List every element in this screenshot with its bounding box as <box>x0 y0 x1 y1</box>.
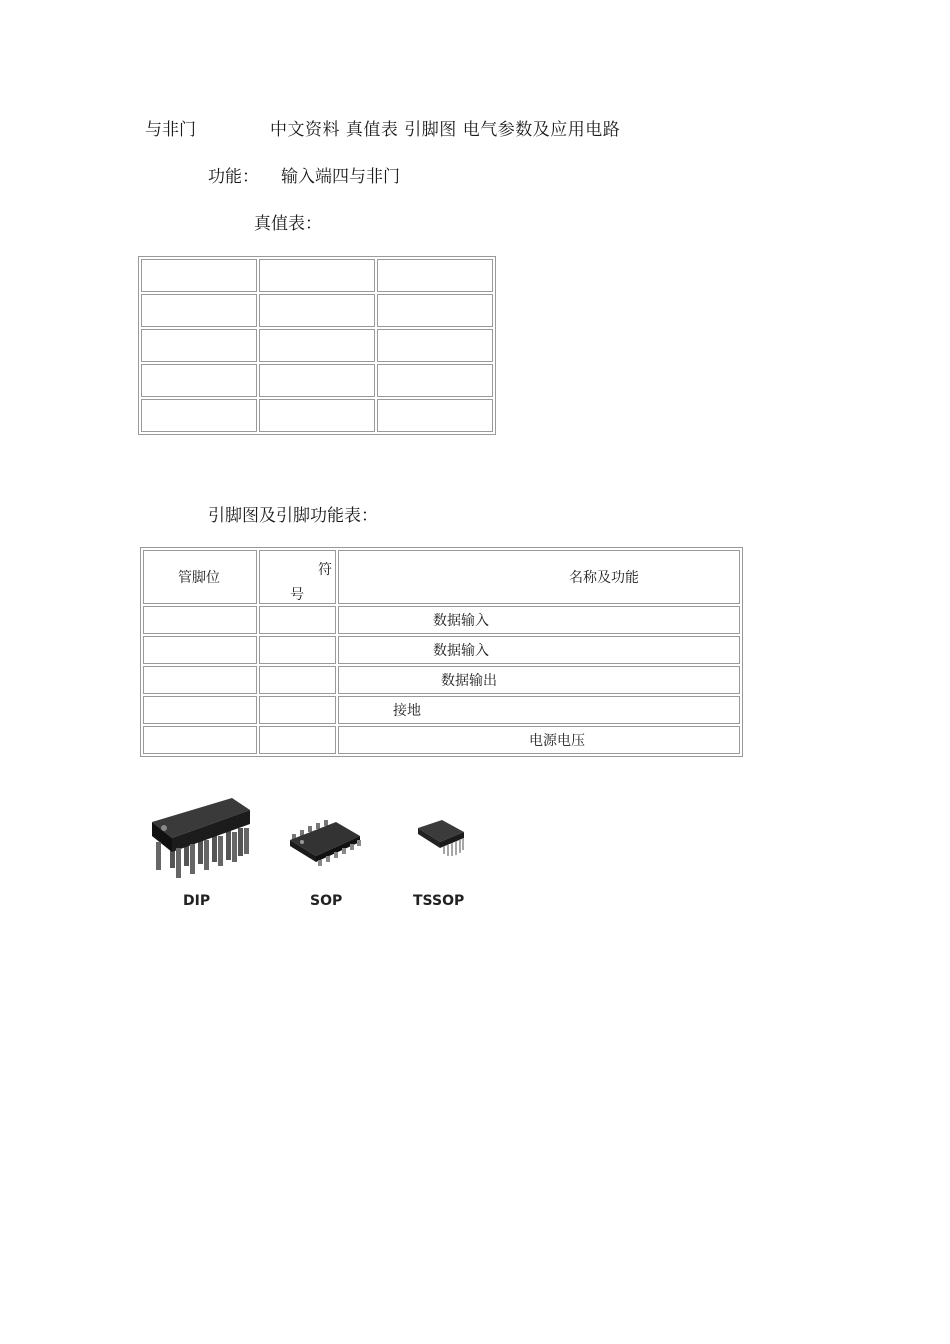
name-cell <box>338 726 740 754</box>
table-row <box>141 364 493 397</box>
sop-label: SOP <box>310 893 343 909</box>
header-cell-name <box>338 550 740 604</box>
table-cell <box>259 364 375 397</box>
pin-cell <box>143 636 257 664</box>
pin-cell <box>143 696 257 724</box>
header-name: 名称及功能 <box>569 570 639 586</box>
name-cell <box>338 636 740 664</box>
table-cell <box>377 364 493 397</box>
table-row <box>141 294 493 327</box>
table-row <box>143 636 740 664</box>
sop-chip-icon <box>288 818 364 868</box>
table-row <box>143 606 740 634</box>
table-cell <box>377 259 493 292</box>
table-cell <box>377 329 493 362</box>
table-cell <box>141 259 257 292</box>
symbol-cell <box>259 636 336 664</box>
pin-table-label: 引脚图及引脚功能表： <box>208 506 378 526</box>
title-right: 中文资料 真值表 引脚图 电气参数及应用电路 <box>270 120 621 140</box>
name-cell <box>338 696 740 724</box>
table-row <box>141 329 493 362</box>
table-cell <box>141 399 257 432</box>
truth-table <box>138 256 496 435</box>
function-value: 输入端四与非门 <box>281 167 400 187</box>
table-header-row <box>143 550 740 604</box>
table-cell <box>377 294 493 327</box>
dip-label: DIP <box>183 893 211 909</box>
title-left: 与非门 <box>145 120 196 140</box>
name-value: 接地 <box>393 703 421 719</box>
table-cell <box>141 364 257 397</box>
table-row <box>143 666 740 694</box>
symbol-cell <box>259 666 336 694</box>
table-cell <box>259 294 375 327</box>
table-row <box>143 696 740 724</box>
name-value: 数据输入 <box>433 643 489 659</box>
name-value: 数据输入 <box>433 613 489 629</box>
header-cell-pin <box>143 550 257 604</box>
table-cell <box>259 259 375 292</box>
table-row <box>143 726 740 754</box>
pin-cell <box>143 606 257 634</box>
tssop-label: TSSOP <box>413 893 465 909</box>
dip-chip-icon <box>146 794 256 886</box>
table-row <box>141 399 493 432</box>
table-cell <box>141 294 257 327</box>
table-cell <box>141 329 257 362</box>
header-symbol-line1: 符 <box>318 562 332 578</box>
table-cell <box>377 399 493 432</box>
pin-cell <box>143 666 257 694</box>
name-value: 数据输出 <box>441 673 497 689</box>
symbol-cell <box>259 606 336 634</box>
name-cell <box>338 666 740 694</box>
symbol-cell <box>259 696 336 724</box>
header-cell-symbol <box>259 550 336 604</box>
tssop-chip-icon <box>416 820 468 864</box>
name-value: 电源电压 <box>529 733 585 749</box>
pin-table <box>140 547 743 757</box>
table-cell <box>259 399 375 432</box>
name-cell <box>338 606 740 634</box>
table-cell <box>259 329 375 362</box>
header-pin: 管脚位 <box>178 570 220 586</box>
table-row <box>141 259 493 292</box>
function-label: 功能： <box>208 167 259 187</box>
truth-table-label: 真值表： <box>254 214 322 234</box>
header-symbol-line2: 号 <box>290 587 304 603</box>
pin-cell <box>143 726 257 754</box>
symbol-cell <box>259 726 336 754</box>
